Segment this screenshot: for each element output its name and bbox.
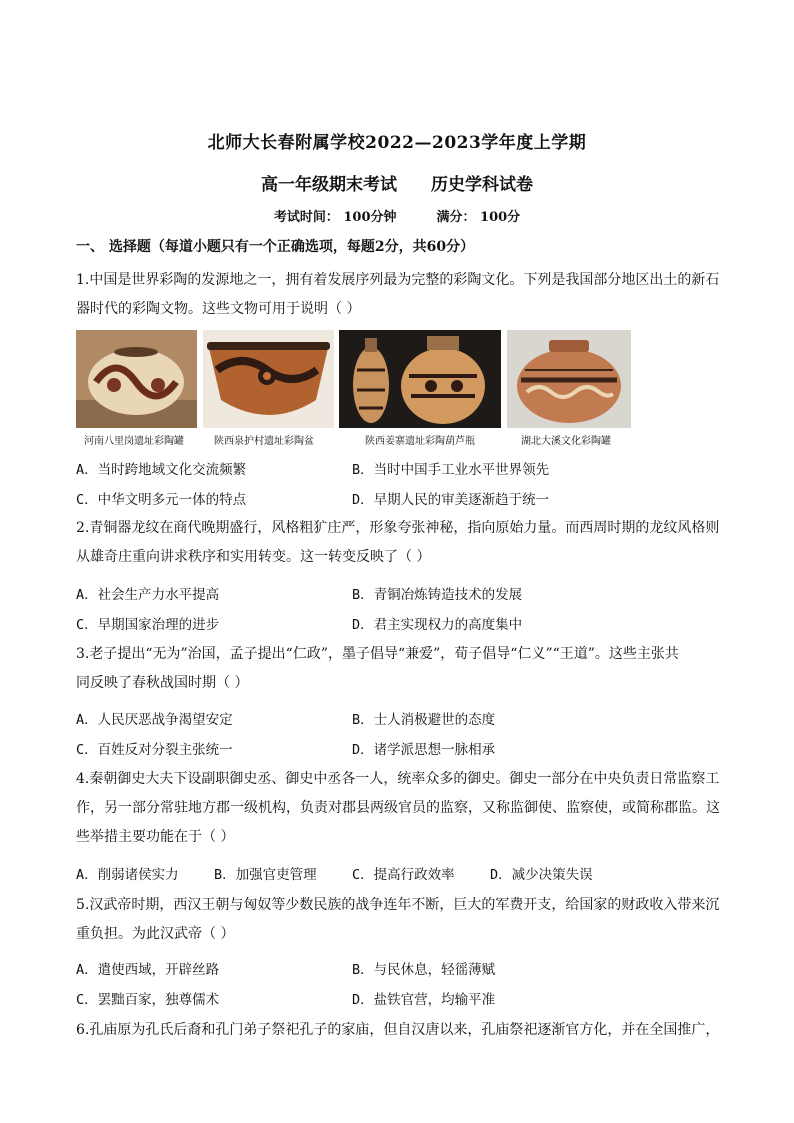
q4-option-a[interactable]: A．削弱诸侯实力 [76, 867, 179, 883]
question-5-stem [76, 891, 720, 949]
exam-title: 北师大长春附属学校2022—2023学年度上学期 [207, 133, 587, 153]
exam-meta [0, 206, 794, 225]
question-3-stem [76, 640, 720, 698]
question-1-line-2: 器时代的彩陶文物。这些文物可用于说明（ ） [76, 301, 361, 317]
exam-subtitle [0, 170, 794, 195]
q4-option-d[interactable]: D．减少决策失误 [490, 867, 593, 883]
pottery-image-1 [76, 330, 197, 428]
pottery-caption-2: 陕西泉护村遗址彩陶盆 [214, 436, 314, 447]
question-4-line-3: 些举措主要功能在于（ ） [76, 829, 235, 845]
subject-label: 历史学科试卷 [431, 175, 533, 195]
pottery-image-2 [203, 330, 334, 428]
q2-option-c[interactable]: C．早期国家治理的进步 [76, 617, 220, 633]
q5-option-a[interactable]: A．遣使西域，开辟丝路 [76, 962, 220, 978]
pottery-figures [76, 330, 632, 445]
pottery-caption-1: 河南八里岗遗址彩陶罐 [84, 436, 184, 447]
pottery-caption-3: 陕西姜寨遗址彩陶葫芦瓶 [365, 436, 475, 447]
question-3-line-2: 同反映了春秋战国时期（ ） [76, 675, 249, 691]
question-1-line-1: 1.中国是世界彩陶的发源地之一，拥有着发展序列最为完整的彩陶文化。下列是我国部分地区出土的新石 [76, 272, 720, 288]
question-4-line-1: 4.秦朝御史大夫下设副职御史丞、御史中丞各一人，统率众多的御史。御史一部分在中央负责日常监察工 [76, 771, 720, 787]
q1-option-d[interactable]: D．早期人民的审美逐渐趋于统一 [352, 492, 550, 508]
pottery-image-3 [339, 330, 501, 428]
question-2-stem [76, 514, 720, 572]
q2-option-d[interactable]: D．君主实现权力的高度集中 [352, 617, 523, 633]
q4-option-c[interactable]: C．提高行政效率 [352, 867, 455, 883]
pottery-caption-4: 湖北大溪文化彩陶罐 [521, 436, 611, 447]
q5-option-c[interactable]: C．罢黜百家，独尊儒术 [76, 992, 220, 1008]
grade-exam-label: 高一年级期末考试 [261, 175, 397, 195]
section-heading: 一、 选择题（每道小题只有一个正确选项，每题2分，共60分） [76, 239, 475, 255]
full-score: 满分： 100分 [436, 210, 521, 225]
exam-time: 考试时间： 100分钟 [273, 210, 397, 225]
q5-option-d[interactable]: D．盐铁官营，均输平准 [352, 992, 496, 1008]
q2-option-a[interactable]: A．社会生产力水平提高 [76, 587, 220, 603]
q3-option-a[interactable]: A．人民厌恶战争渴望安定 [76, 712, 233, 728]
question-4-stem [76, 765, 720, 852]
q5-option-b[interactable]: B．与民休息，轻徭薄赋 [352, 962, 496, 978]
question-6-stem [76, 1016, 720, 1045]
q1-option-c[interactable]: C．中华文明多元一体的特点 [76, 492, 247, 508]
question-2-line-2: 从雄奇庄重向讲求秩序和实用转变。这一转变反映了（ ） [76, 549, 431, 565]
q3-option-c[interactable]: C．百姓反对分裂主张统一 [76, 742, 233, 758]
question-5-line-1: 5.汉武帝时期，西汉王朝与匈奴等少数民族的战争连年不断，巨大的军费开支，给国家的财政收入带来沉 [76, 897, 720, 913]
question-4-line-2: 作，另一部分常驻地方郡一级机构，负责对郡县两级官员的监察，又称监御使、监察使，或简称郡监。这 [76, 800, 720, 816]
q4-option-b[interactable]: B．加强官吏管理 [214, 867, 317, 883]
q1-option-b[interactable]: B．当时中国手工业水平世界领先 [352, 462, 550, 478]
q1-option-a[interactable]: A．当时跨地域文化交流频繁 [76, 462, 247, 478]
pottery-image-4 [507, 330, 631, 428]
question-5-line-2: 重负担。为此汉武帝（ ） [76, 926, 235, 942]
question-6-line-1: 6.孔庙原为孔氏后裔和孔门弟子祭祀孔子的家庙，但自汉唐以来，孔庙祭祀逐渐官方化，并在全国推广， [76, 1022, 720, 1038]
question-3-line-1: 3.老子提出“无为”治国，孟子提出“仁政”，墨子倡导“兼爱”，荀子倡导“仁义”“王道”。这些主张共 [76, 646, 679, 662]
q3-option-d[interactable]: D．诸学派思想一脉相承 [352, 742, 496, 758]
q2-option-b[interactable]: B．青铜冶炼铸造技术的发展 [352, 587, 523, 603]
question-1-stem [76, 266, 720, 324]
q3-option-b[interactable]: B．士人消极避世的态度 [352, 712, 496, 728]
question-2-line-1: 2.青铜器龙纹在商代晚期盛行，风格粗犷庄严，形象夸张神秘，指向原始力量。而西周时期的龙纹风格则 [76, 520, 720, 536]
